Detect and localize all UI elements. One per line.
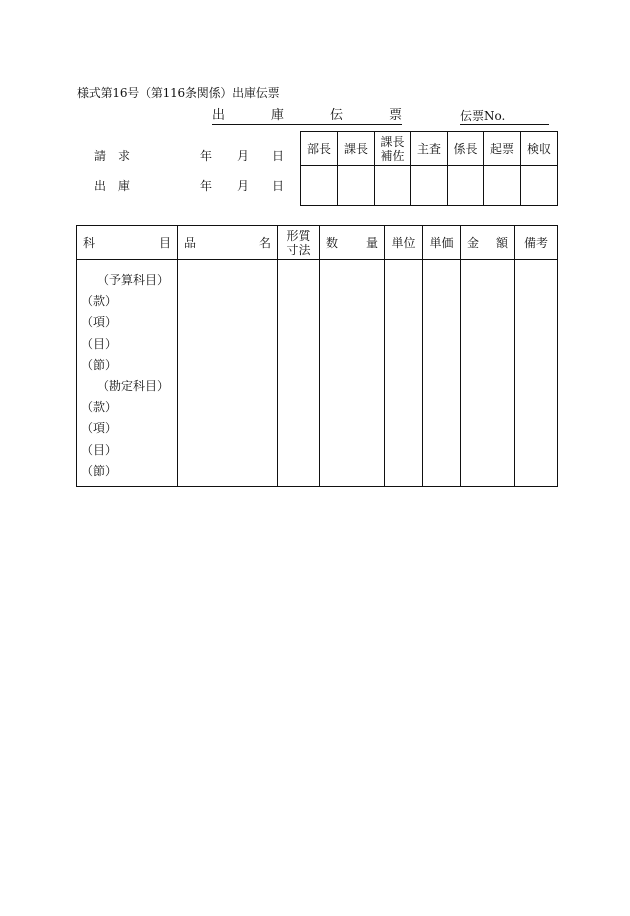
approval-header-subsection-chief: 係長 [448,132,484,166]
approval-stamp-box[interactable] [375,166,411,206]
title-char-2: 庫 [271,108,285,123]
request-day: 日 [272,149,285,163]
amount-cell[interactable] [461,260,515,487]
approval-header-deputy-chief: 課長 補佐 [375,132,411,166]
approval-stamp-box[interactable] [338,166,375,206]
header-remarks: 備考 [515,226,558,260]
approval-table [300,131,558,206]
request-label-b: 求 [118,149,131,163]
account-item: （項） [81,421,118,436]
accounting-subject-label: （勘定科目） [97,378,170,393]
detail-table [76,225,558,487]
account-item: （節） [81,357,118,372]
approval-header-drafter: 起票 [484,132,521,166]
approval-header-chief-examiner: 主査 [411,132,448,166]
account-item: （款） [81,294,118,309]
request-label-a: 請 [94,149,107,163]
account-list [77,260,177,482]
approval-header-inspector: 検収 [521,132,558,166]
spec-cell[interactable] [278,260,320,487]
slip-number-label: 伝票No. [460,109,506,123]
approval-stamp-box[interactable] [411,166,448,206]
issue-month: 月 [237,179,250,193]
approval-stamp-box[interactable] [521,166,558,206]
header-spec: 形質 寸法 [278,226,320,260]
item-name-cell[interactable] [178,260,278,487]
header-amount: 金 額 [461,226,515,260]
issue-label-b: 庫 [118,179,131,193]
account-item: （節） [81,463,118,478]
slip-number-field[interactable] [460,108,549,125]
header-unit: 単位 [385,226,423,260]
approval-header-director: 部長 [301,132,338,166]
account-item: （款） [81,400,118,415]
slip-title [212,108,402,125]
remarks-cell[interactable] [515,260,558,487]
unit-cell[interactable] [385,260,423,487]
account-item: （項） [81,315,118,330]
approval-stamp-box[interactable] [301,166,338,206]
issue-label-a: 出 [94,179,107,193]
account-item: （目） [81,336,118,351]
approval-stamp-box[interactable] [448,166,484,206]
request-year: 年 [200,149,213,163]
unit-price-cell[interactable] [423,260,461,487]
header-quantity: 数 量 [320,226,385,260]
header-unit-price: 単価 [423,226,461,260]
approval-stamp-box[interactable] [484,166,521,206]
issue-day: 日 [272,179,285,193]
approval-header-section-chief: 課長 [338,132,375,166]
title-char-4: 票 [389,108,403,123]
title-char-3: 伝 [330,108,344,123]
budget-subject-label: （予算科目） [97,273,170,287]
subject-cell[interactable] [77,260,178,487]
request-month: 月 [237,149,250,163]
issue-year: 年 [200,179,213,193]
header-item-name: 品 名 [178,226,278,260]
form-label: 様式第16号（第116条関係）出庫伝票 [77,86,280,100]
quantity-cell[interactable] [320,260,385,487]
header-subject: 科 目 [77,226,178,260]
title-char-1: 出 [212,108,226,123]
account-item: （目） [81,442,118,457]
